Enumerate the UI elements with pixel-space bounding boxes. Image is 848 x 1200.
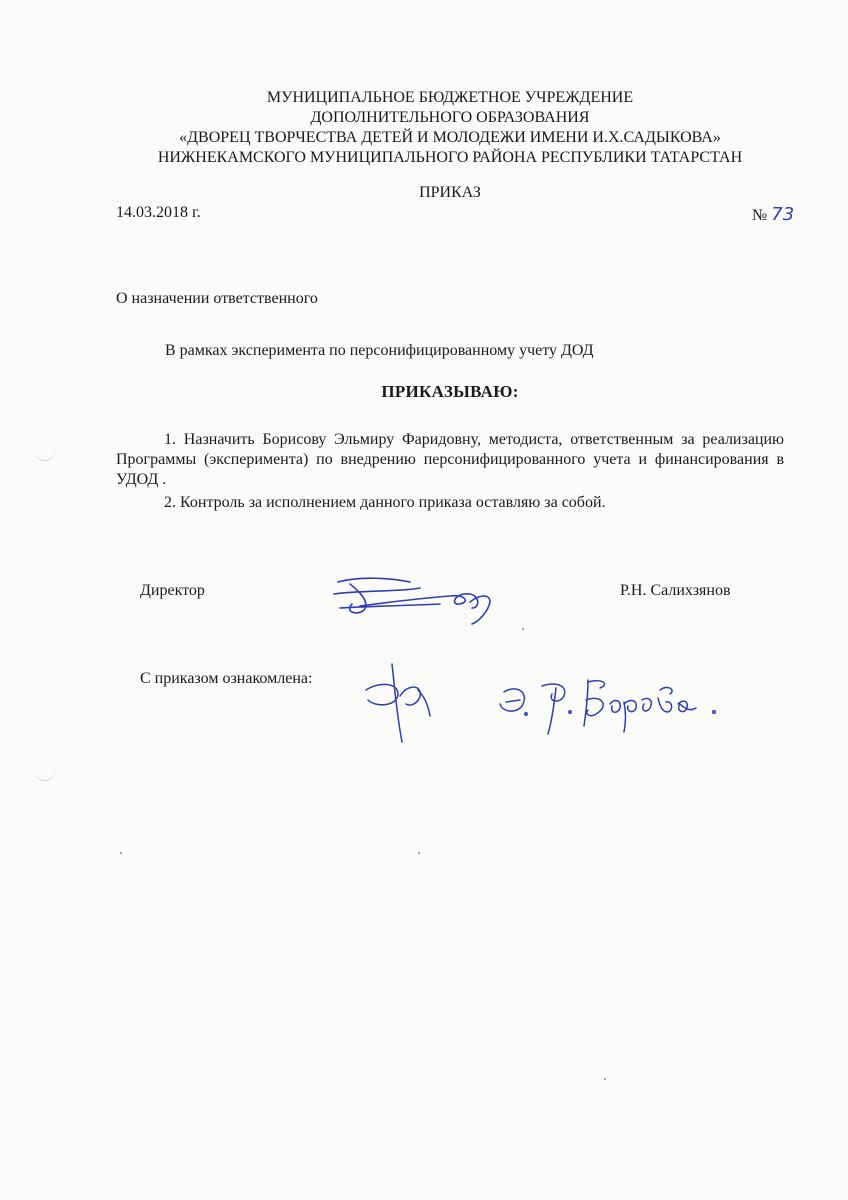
order-number-label: № (752, 207, 768, 224)
order-date: 14.03.2018 г. (116, 204, 201, 221)
paper-speck (522, 628, 524, 630)
order-number (752, 204, 794, 225)
paper-speck (604, 1078, 606, 1080)
header-line-1: МУНИЦИПАЛЬНОЕ БЮДЖЕТНОЕ УЧРЕЖДЕНИЕ (266, 89, 634, 106)
order-directive-heading: ПРИКАЗЫВАЮ: (381, 382, 519, 401)
order-number-value: 73 (771, 204, 795, 225)
acknowledgement-handwritten-name (492, 672, 732, 742)
paper-speck (418, 852, 420, 854)
order-subject: О назначении ответственного (116, 290, 318, 307)
director-label: Директор (140, 582, 205, 599)
order-item-2: 2. Контроль за исполнением данного приказа оставляю за собой. (164, 494, 606, 511)
punch-hole-bottom (34, 766, 56, 781)
header-line-4: НИЖНЕКАМСКОГО МУНИЦИПАЛЬНОГО РАЙОНА РЕСПУБЛИКИ ТАТАРСТАН (157, 149, 743, 166)
header-line-2: ДОПОЛНИТЕЛЬНОГО ОБРАЗОВАНИЯ (310, 109, 590, 126)
acknowledgement-signature (358, 660, 438, 750)
director-name: Р.Н. Салихзянов (620, 582, 731, 599)
organization-header (100, 88, 800, 168)
header-line-3: «ДВОРЕЦ ТВОРЧЕСТВА ДЕТЕЙ И МОЛОДЕЖИ ИМЕНИ И.Х.САДЫКОВА» (179, 129, 721, 146)
paper-speck (120, 852, 122, 854)
order-title: ПРИКАЗ (419, 184, 481, 201)
order-intro: В рамках эксперимента по персонифицированному учету ДОД (165, 342, 594, 359)
punch-hole-top (34, 446, 56, 461)
acknowledgement-label: С приказом ознакомлена: (140, 670, 313, 687)
order-item-1: 1. Назначить Борисову Эльмиру Фаридовну, методиста, ответственным за реализацию Программы (эксперимента) по внедрению персонифицированного учета и финансирования в УДОД . (116, 431, 784, 488)
director-signature (330, 572, 510, 632)
